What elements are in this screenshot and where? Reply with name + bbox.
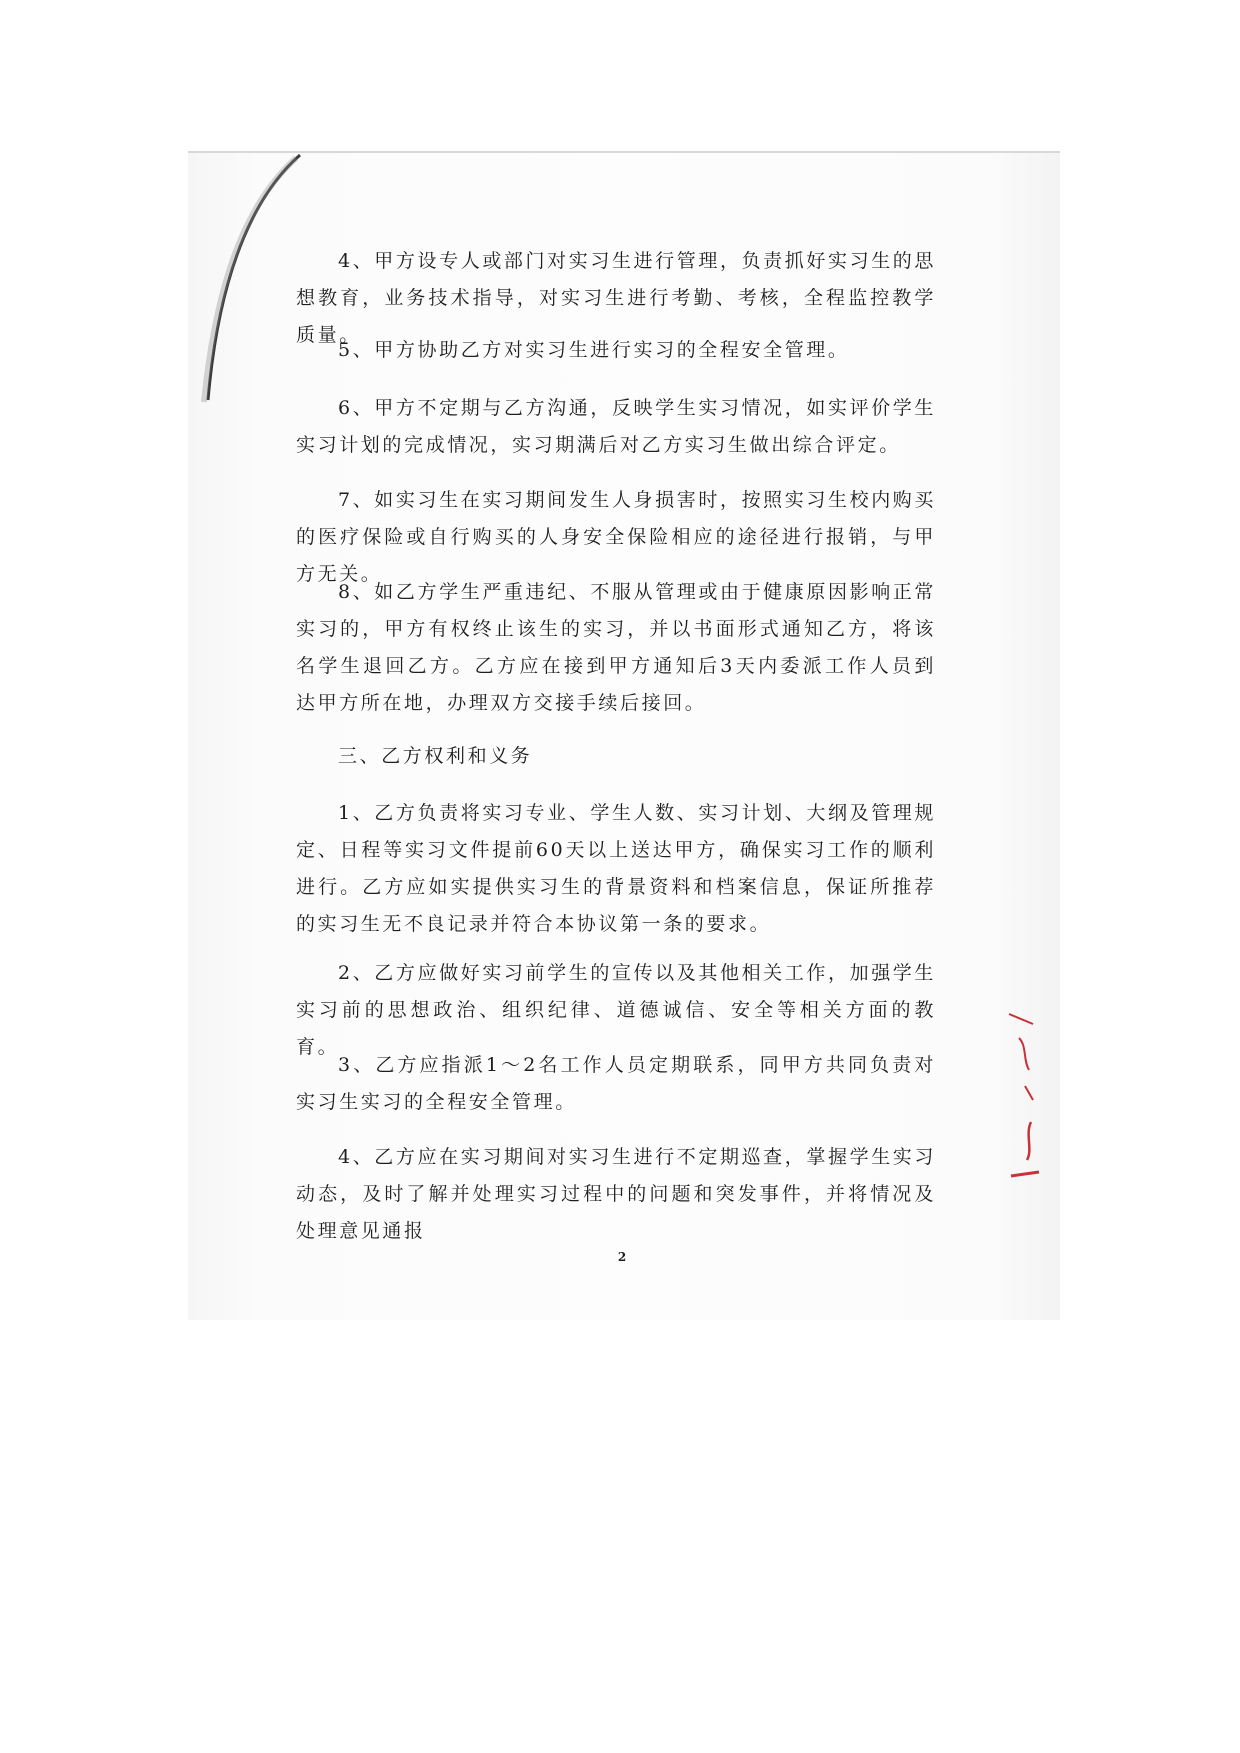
paragraph-b3: 3、乙方应指派1～2名工作人员定期联系，同甲方共同负责对实习生实习的全程安全管理。 bbox=[296, 1054, 936, 1113]
paragraph-b1: 1、乙方负责将实习专业、学生人数、实习计划、大纲及管理规定、日程等实习文件提前60天以上送达甲方，确保实习工作的顺利进行。乙方应如实提供实习生的背景资料和档案信息，保证所推荐的实习生无不良记录并符合本协议第一条的要求。 bbox=[296, 802, 936, 935]
paragraph-a7: 7、如实习生在实习期间发生人身损害时，按照实习生校内购买的医疗保险或自行购买的人身安全保险相应的途径进行报销，与甲方无关。 bbox=[296, 489, 936, 585]
page-number: 2 bbox=[617, 1250, 627, 1264]
seal-stamp-fragment bbox=[1005, 1010, 1045, 1185]
paragraph-b4: 4、乙方应在实习期间对实习生进行不定期巡查，掌握学生实习动态，及时了解并处理实习过程中的问题和突发事件，并将情况及处理意见通报 bbox=[296, 1146, 936, 1242]
paragraph-b2: 2、乙方应做好实习前学生的宣传以及其他相关工作，加强学生实习前的思想政治、组织纪律、道德诚信、安全等相关方面的教育。 bbox=[296, 962, 936, 1058]
section-heading: 三、乙方权利和义务 bbox=[338, 745, 533, 767]
paragraph-a5: 5、甲方协助乙方对实习生进行实习的全程安全管理。 bbox=[338, 339, 850, 361]
paragraph-a6: 6、甲方不定期与乙方沟通，反映学生实习情况，如实评价学生实习计划的完成情况，实习期满后对乙方实习生做出综合评定。 bbox=[296, 397, 936, 456]
paragraph-a4: 4、甲方设专人或部门对实习生进行管理，负责抓好实习生的思想教育，业务技术指导，对实习生进行考勤、考核，全程监控教学质量。 bbox=[296, 250, 936, 346]
paragraph-a8: 8、如乙方学生严重违纪、不服从管理或由于健康原因影响正常实习的，甲方有权终止该生的实习，并以书面形式通知乙方，将该名学生退回乙方。乙方应在接到甲方通知后3天内委派工作人员到达甲方所在地，办理双方交接手续后接回。 bbox=[296, 581, 936, 714]
